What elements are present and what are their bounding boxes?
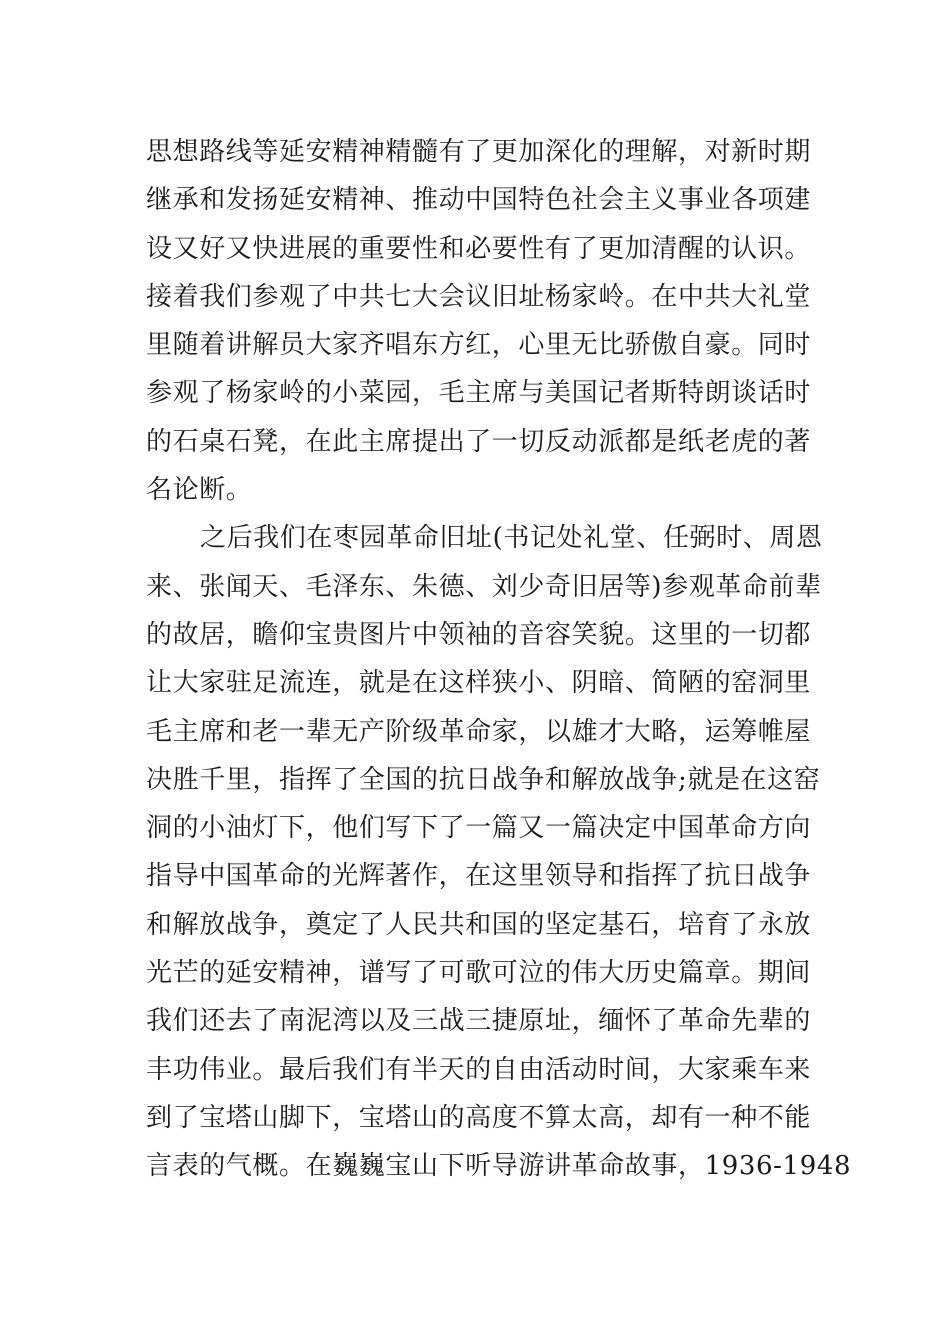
text-line: 来、张闻天、毛泽东、朱德、刘少奇旧居等)参观革命前辈 (146, 571, 822, 602)
body-text (146, 128, 852, 1191)
text-line: 光芒的延安精神，谱写了可歌可泣的伟大历史篇章。期间 (146, 958, 812, 989)
text-line: 之后我们在枣园革命旧址(书记处礼堂、任弼时、周恩 (200, 523, 823, 554)
text-line: 决胜千里，指挥了全国的抗日战争和解放战争;就是在这窑 (146, 764, 821, 795)
text-line: 继承和发扬延安精神、推动中国特色社会主义事业各项建 (146, 185, 812, 216)
text-line: 的石桌石凳，在此主席提出了一切反动派都是纸老虎的著 (146, 426, 812, 457)
text-line: 的故居，瞻仰宝贵图片中领袖的音容笑貌。这里的一切都 (146, 619, 812, 650)
text-line: 丰功伟业。最后我们有半天的自由活动时间，大家乘车来 (146, 1054, 812, 1085)
text-line: 接着我们参观了中共七大会议旧址杨家岭。在中共大礼堂 (146, 281, 812, 312)
text-line: 我们还去了南泥湾以及三战三捷原址，缅怀了革命先辈的 (146, 1006, 812, 1037)
text-line: 设又好又快进展的重要性和必要性有了更加清醒的认识。 (146, 233, 812, 264)
text-line: 洞的小油灯下，他们写下了一篇又一篇决定中国革命方向 (146, 813, 812, 844)
text-line: 思想路线等延安精神精髓有了更加深化的理解，对新时期 (146, 137, 812, 167)
text-line: 指导中国革命的光辉著作，在这里领导和指挥了抗日战争 (146, 861, 812, 892)
text-line: 让大家驻足流连，就是在这样狭小、阴暗、简陋的窑洞里 (146, 668, 812, 699)
text-line: 毛主席和老一辈无产阶级革命家，以雄才大略，运筹帷屋 (146, 716, 812, 747)
text-line: 言表的气概。在巍巍宝山下听导游讲革命故事，1936-1948 (146, 1151, 852, 1182)
text-line: 名论断。 (146, 475, 253, 506)
text-line: 参观了杨家岭的小菜园，毛主席与美国记者斯特朗谈话时 (146, 378, 812, 409)
text-line: 里随着讲解员大家齐唱东方红，心里无比骄傲自豪。同时 (146, 330, 812, 361)
text-line: 和解放战争，奠定了人民共和国的坚定基石，培育了永放 (146, 909, 812, 940)
text-line: 到了宝塔山脚下，宝塔山的高度不算太高，却有一种不能 (146, 1102, 812, 1133)
